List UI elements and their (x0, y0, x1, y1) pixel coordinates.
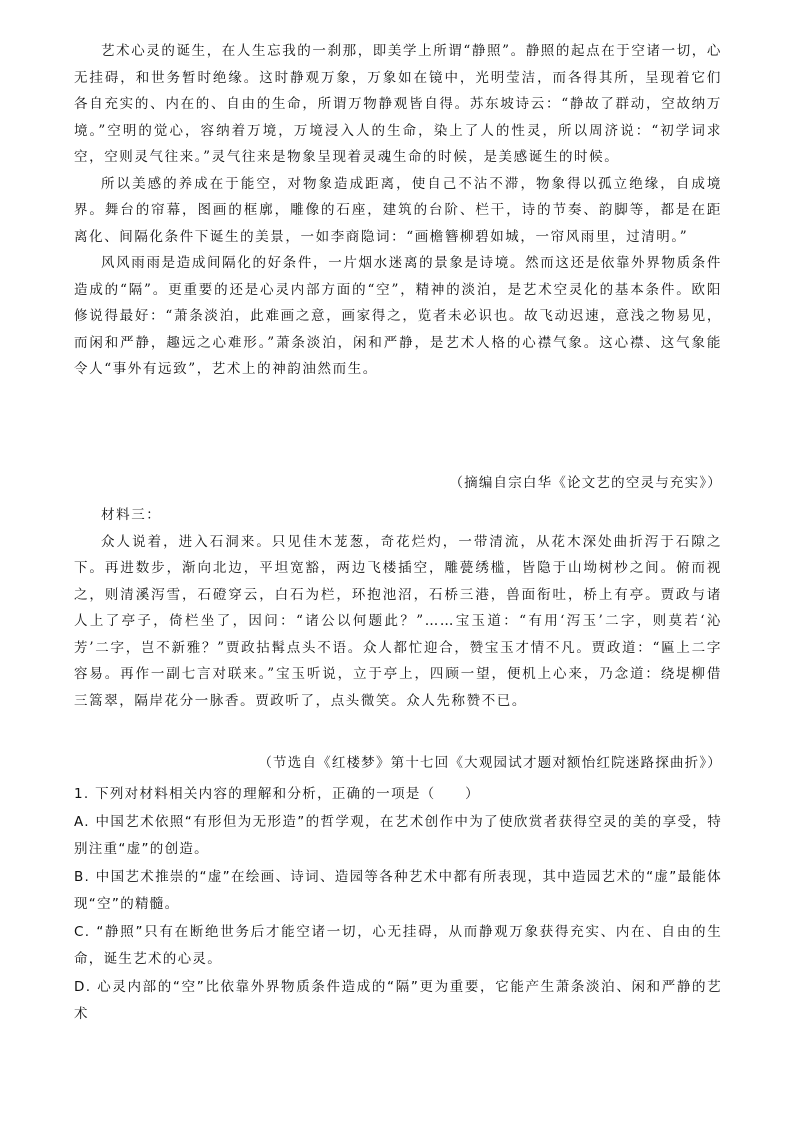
question-stem: 1. 下列对材料相关内容的理解和分析，正确的一项是（ ） (74, 786, 480, 802)
option-b[interactable]: B. 中国艺术推崇的“虚”在绘画、诗词、造园等各种艺术中都有所表现，其中造园艺术的“虚”最能体现“空”的精髓。 (74, 868, 722, 912)
option-d[interactable]: D. 心灵内部的“空”比依靠外界物质条件造成的“隔”更为重要，它能产生萧条淡泊、闲和严静的艺术 (74, 978, 722, 1022)
source-citation-3: （节选自《红楼梦》第十七回《大观园试才题对额怡红院迷路探曲折》） (258, 755, 722, 771)
paragraph-spiritual-emptiness: 风风雨雨是造成间隔化的好条件，一片烟水迷离的景象是诗境。然而这还是依靠外界物质条件造成的“隔”。更重要的还是心灵内部方面的“空”，精神的淡泊，是艺术空灵化的基本条件。欧阳修说得最好：“萧条淡泊，此难画之意，画家得之，览者未必识也。故飞动迟速，意浅之物易见，而闲和严静，趣远之心难形。”萧条淡泊，闲和严静，是艺术人格的心襟气象。这心襟、这气象能令人“事外有远致”，艺术上的神韵油然而生。 (74, 255, 722, 377)
passage-material-2 (74, 38, 722, 383)
source-citation-2: （摘编自宗白华《论文艺的空灵与充实》） (449, 475, 722, 491)
material-3-label: 材料三： (101, 507, 162, 523)
paragraph-honglou-excerpt: 众人说着，进入石洞来。只见佳木茏葱，奇花烂灼，一带清流，从花木深处曲折泻于石隙之下。再进数步，渐向北边，平坦宽豁，两边飞楼插空，雕甍绣槛，皆隐于山坳树杪之间。俯而视之，则清溪泻雪，石磴穿云，白石为栏，环抱池沼，石桥三港，兽面衔吐，桥上有亭。贾政与诸人上了亭子，倚栏坐了，因问：“诸公以何题此？”……宝玉道：“有用‘泻玉’二字，则莫若‘沁芳’二字，岂不新雅？”贾政拈髯点头不语。众人都忙迎合，赞宝玉才情不凡。贾政道：“匾上二字容易。再作一副七言对联来。”宝玉听说，立于亭上，四顾一望，便机上心来，乃念道：绕堤柳借三篙翠，隔岸花分一脉香。贾政听了，点头微笑。众人先称赞不已。 (74, 533, 722, 709)
paragraph-aesthetic-distance: 所以美感的养成在于能空，对物象造成距离，使自己不沾不滞，物象得以孤立绝缘，自成境界。舞台的帘幕，图画的框廓，雕像的石座，建筑的台阶、栏干，诗的节奏、韵脚等，都是在距离化、间隔化条件下诞生的美景，一如李商隐词：“画檐簪柳碧如城，一帘风雨里，过清明。” (74, 175, 722, 245)
paragraph-static-contemplation: 艺术心灵的诞生，在人生忘我的一刹那，即美学上所谓“静照”。静照的起点在于空诸一切，心无挂碍，和世务暂时绝缘。这时静观万象，万象如在镜中，光明莹洁，而各得其所，呈现着它们各自充实的、内在的、自由的生命，所谓万物静观皆自得。苏东坡诗云：“静故了群动，空故纳万境。”空明的觉心，容纳着万境，万境浸入人的生命，染上了人的性灵，所以周济说：“初学词求空，空则灵气往来。”灵气往来是物象呈现着灵魂生命的时候，是美感诞生的时候。 (74, 43, 723, 165)
option-c[interactable]: C. “静照”只有在断绝世务后才能空诸一切，心无挂碍，从而静观万象获得充实、内在、自由的生命，诞生艺术的心灵。 (74, 923, 722, 967)
question-1 (74, 781, 722, 1029)
option-a[interactable]: A. 中国艺术依照“有形但为无形造”的哲学观，在艺术创作中为了使欣赏者获得空灵的美的享受，特别注重“虚”的创造。 (74, 813, 722, 857)
passage-material-3 (74, 502, 722, 714)
